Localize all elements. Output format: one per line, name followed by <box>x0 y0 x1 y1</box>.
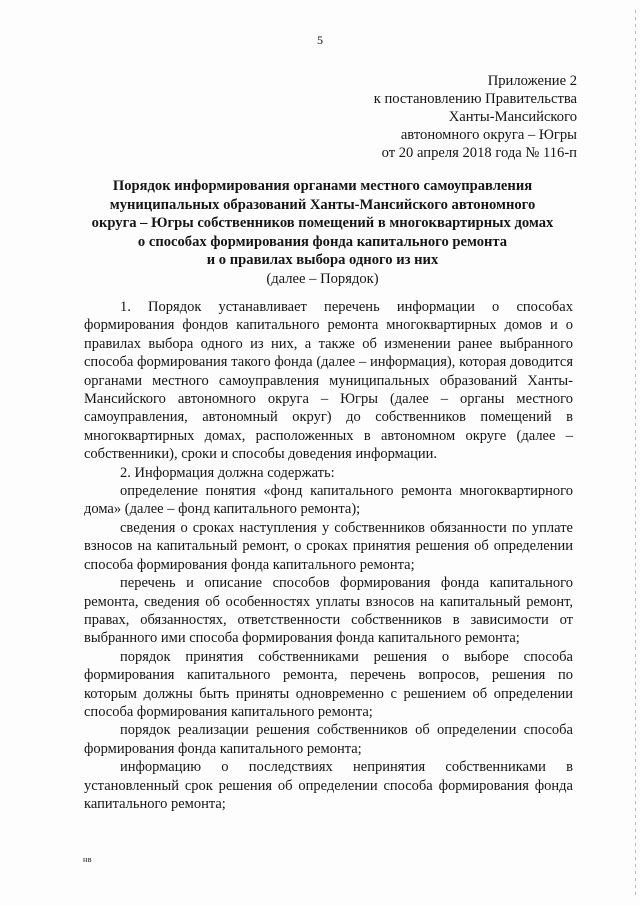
paragraph: сведения о сроках наступления у собственников обязанности по уплате взносов на капитальный ремонт, о сроках принятия решения об определении способа формирования фонда капитального ремонта; <box>84 519 573 573</box>
appendix-line: к постановлению Правительства <box>373 91 577 107</box>
paragraph: порядок принятия собственниками решения о выборе способа формирования капитального ремонта, перечень вопросов, решения по которым должны быть приняты одновременно с решением об определении способа формирования капитального ремонта; <box>84 648 573 720</box>
appendix-line: Ханты-Мансийского <box>448 109 577 125</box>
title-line: и о правилах выбора одного из них <box>206 252 439 268</box>
paragraph: порядок реализации решения собственников об определении способа формирования фонда капитального ремонта; <box>84 722 573 757</box>
title-line: Порядок информирования органами местного самоуправления <box>112 178 533 194</box>
document-body <box>84 298 573 813</box>
footer-initials: нв <box>83 855 93 864</box>
scan-edge-line <box>635 10 636 895</box>
document-title <box>90 177 555 288</box>
paragraph: информацию о последствиях непринятия собственниками в установленный срок решения об определении способа формирования фонда капитального ремонта; <box>84 759 573 812</box>
appendix-line: Приложение 2 <box>487 73 577 89</box>
paragraph: определение понятия «фонд капитального ремонта многоквартирного дома» (далее – фонд капитального ремонта); <box>84 483 573 518</box>
appendix-line: автономного округа – Югры <box>400 127 577 143</box>
appendix-header <box>374 72 577 162</box>
title-line: о способах формирования фонда капитального ремонта <box>137 233 508 250</box>
page-number: 5 <box>317 33 323 47</box>
paragraph: 2. Информация должна содержать: <box>120 464 335 481</box>
appendix-line: от 20 апреля 2018 года № 116-п <box>381 145 577 161</box>
paragraph: перечень и описание способов формирования фонда капитального ремонта, сведения об особенностях уплаты взносов на капитальный ремонт, правах, обязанностях, ответственности собственников в зависимости от выбранного ими способа формирования фонда капитального ремонта; <box>84 575 573 647</box>
title-line: муниципальных образований Ханты-Мансийского автономного <box>109 196 536 213</box>
title-note: (далее – Порядок) <box>266 270 379 287</box>
title-line: округа – Югры собственников помещений в многоквартирных домах <box>91 215 554 231</box>
paragraph: 1. Порядок устанавливает перечень информации о способах формирования фондов капитального ремонта многоквартирных домов и о правилах выбора одного из них, а также об изменении ранее выбранного способа формирования такого фонда (далее – информация), которая доводится органами местного самоуправления муниципальных образований Ханты-Мансийского автономного округа – Югры (далее – органы местного самоуправления, автономный округ) до собственников помещений в многоквартирных домах, расположенных в автономном округе (далее – собственники), сроки и способы доведения информации. <box>84 299 573 463</box>
